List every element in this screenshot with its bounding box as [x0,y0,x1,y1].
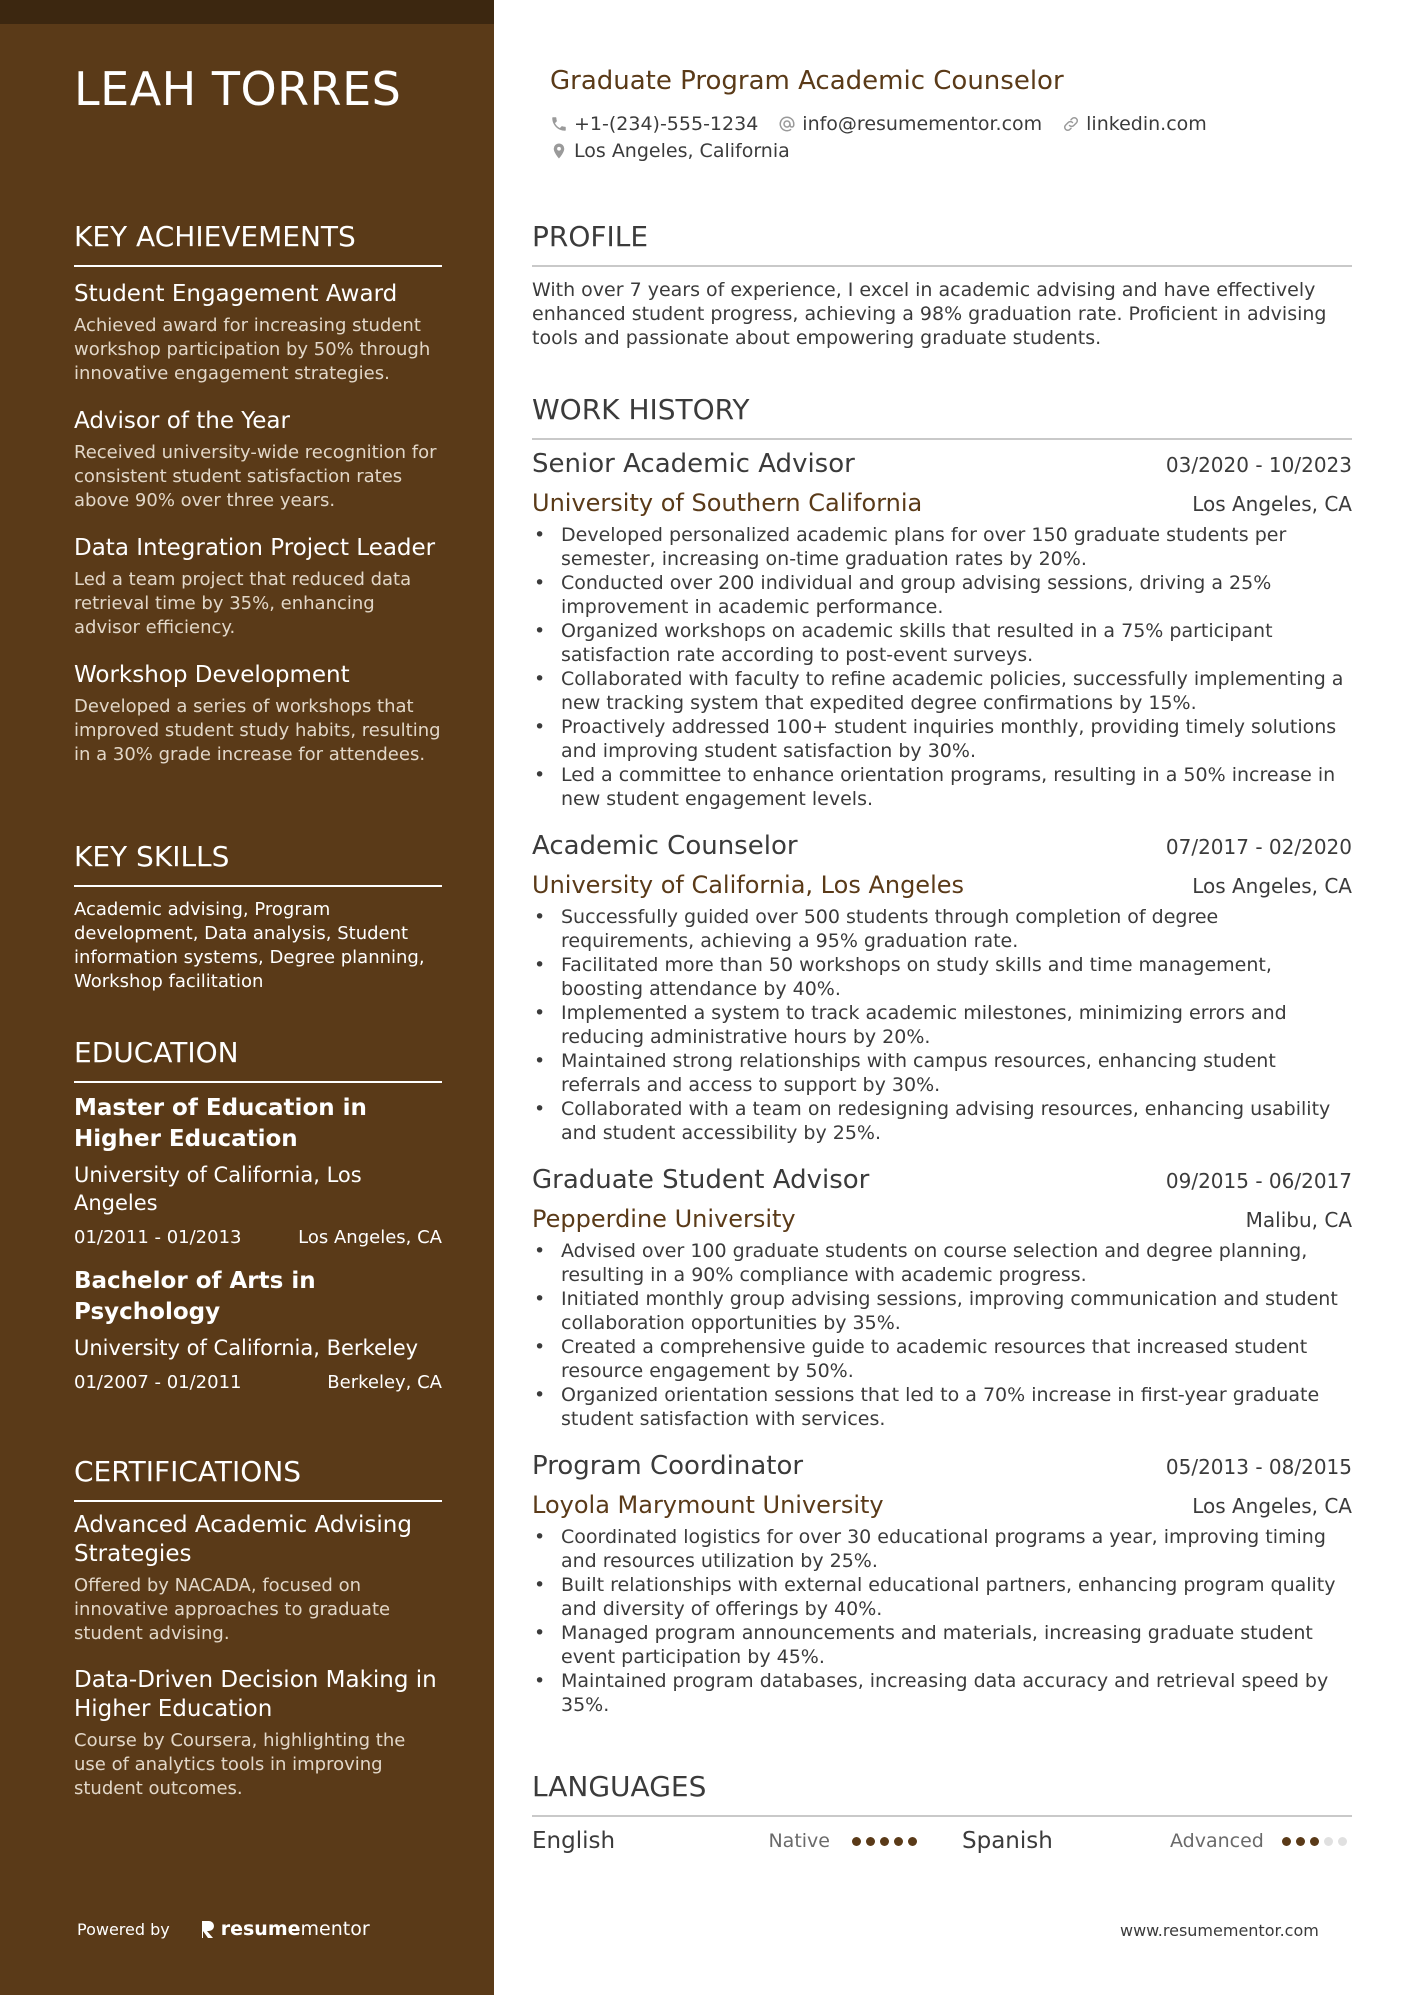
job-company: University of Southern California [532,489,923,517]
job-location: Los Angeles, CA [1192,874,1352,898]
job-entry [532,1165,1352,1431]
job-dates: 05/2013 - 08/2015 [1165,1455,1352,1479]
achievement-title: Advisor of the Year [74,408,290,434]
job-bullet: • Built relationships with external educational partners, enhancing program quality and diversity of offerings by 40%. [532,1573,1352,1621]
achievement-desc: Developed a series of workshops that improved student study habits, resulting in a 30% grade increase for attendees. [74,696,441,765]
contact-email[interactable] [778,113,1042,135]
sidebar [0,0,494,1995]
contact-phone[interactable] [550,113,758,135]
achievements-list [74,279,442,787]
certification-title: Data-Driven Decision Making in Higher Education [74,1667,437,1722]
resumementor-logo[interactable] [200,1918,370,1940]
job-company: University of California, Los Angeles [532,871,965,899]
job-entry [532,449,1352,811]
brand-name-light: mentor [300,1918,370,1940]
job-role: Program Coordinator [532,1451,804,1481]
job-bullets [532,1239,1352,1431]
job-bullets [532,523,1352,811]
job-bullet: • Developed personalized academic plans for over 150 graduate students per semester, increasing on-time graduation rates by 20%. [532,523,1352,571]
certification-item [74,1511,442,1646]
job-bullets [532,1525,1352,1717]
job-dates: 09/2015 - 06/2017 [1165,1169,1352,1193]
language-level: Advanced [1170,1830,1264,1852]
rating-dot-empty [1324,1837,1333,1846]
languages-heading: LANGUAGES [532,1770,1352,1817]
education-location: Los Angeles, CA [298,1227,442,1248]
language-name: Spanish [962,1828,1053,1854]
achievements-heading: KEY ACHIEVEMENTS [74,220,442,267]
education-dates: 01/2011 - 01/2013 [74,1227,242,1248]
achievement-desc: Led a team project that reduced data retrieval time by 35%, enhancing advisor efficiency. [74,569,412,638]
skills-text: Academic advising, Program development, Data analysis, Student information systems, Degree planning, Workshop facilitation [74,899,425,992]
email-text: info@resumementor.com [802,113,1043,135]
achievement-item [74,279,442,386]
footer-url[interactable]: www.resumementor.com [1120,1921,1319,1940]
language-rating [852,1837,922,1846]
job-bullet: • Advised over 100 graduate students on course selection and degree planning, resulting in a 90% compliance with academic progress. [532,1239,1352,1287]
education-location: Berkeley, CA [327,1372,442,1393]
rating-dot-filled [866,1837,875,1846]
phone-text: +1-(234)-555-1234 [574,113,759,135]
achievement-item [74,406,442,513]
job-company: Loyola Marymount University [532,1491,884,1519]
skills-heading: KEY SKILLS [74,840,442,887]
job-company: Pepperdine University [532,1205,796,1233]
job-bullet: • Implemented a system to track academic milestones, minimizing errors and reducing administrative hours by 20%. [532,1001,1352,1049]
education-list [74,1093,442,1411]
language-item [532,1828,922,1854]
job-bullet: • Collaborated with faculty to refine academic policies, successfully implementing a new tracking system that expedited degree confirmations by 15%. [532,667,1352,715]
languages-row [532,1828,1352,1854]
education-meta [74,1227,442,1248]
certification-desc: Course by Coursera, highlighting the use of analytics tools in improving student outcomes. [74,1730,406,1799]
job-bullet: • Created a comprehensive guide to academic resources that increased student resource engagement by 50%. [532,1335,1352,1383]
job-entry [532,1451,1352,1717]
achievement-title: Workshop Development [74,662,350,688]
education-item [74,1093,442,1248]
rating-dot-filled [908,1837,917,1846]
candidate-name: LEAH TORRES [74,62,402,116]
achievement-item [74,660,442,767]
brand-name-bold: resume [220,1918,301,1940]
job-entry [532,831,1352,1145]
contact-row-2 [550,140,810,162]
linkedin-text: linkedin.com [1086,113,1207,135]
education-meta [74,1372,442,1393]
certifications-list [74,1511,442,1821]
powered-by [77,1918,370,1940]
rating-dot-empty [1338,1837,1347,1846]
rating-dot-filled [1282,1837,1291,1846]
job-location: Los Angeles, CA [1192,1494,1352,1518]
work-heading: WORK HISTORY [532,393,1352,440]
profile-heading: PROFILE [532,220,1352,267]
job-bullet: • Managed program announcements and materials, increasing graduate student event participation by 45%. [532,1621,1352,1669]
link-icon [1062,115,1080,133]
certification-item [74,1666,442,1801]
achievement-desc: Received university-wide recognition for consistent student satisfaction rates above 90% over three years. [74,442,437,511]
achievement-desc: Achieved award for increasing student workshop participation by 50% through innovative engagement strategies. [74,315,431,384]
job-bullet: • Led a committee to enhance orientation programs, resulting in a 50% increase in new student engagement levels. [532,763,1352,811]
certifications-heading: CERTIFICATIONS [74,1455,442,1502]
job-title: Graduate Program Academic Counselor [550,66,1064,96]
job-location: Los Angeles, CA [1192,492,1352,516]
job-role: Academic Counselor [532,831,798,861]
rating-dot-filled [880,1837,889,1846]
job-bullet: • Collaborated with a team on redesigning advising resources, enhancing usability and student accessibility by 25%. [532,1097,1352,1145]
resumementor-mark-icon [200,1919,216,1939]
education-degree: Bachelor of Arts in Psychology [74,1268,316,1325]
achievement-item [74,533,442,640]
rating-dot-filled [894,1837,903,1846]
contact-row [550,113,1227,135]
education-degree: Master of Education in Higher Education [74,1095,367,1152]
language-level: Native [768,1830,830,1852]
rating-dot-filled [1310,1837,1319,1846]
contact-location [550,140,790,162]
job-dates: 07/2017 - 02/2020 [1165,835,1352,859]
at-sign-icon [778,115,796,133]
education-heading: EDUCATION [74,1036,442,1083]
phone-icon [550,115,568,133]
job-bullet: • Initiated monthly group advising sessions, improving communication and student collaboration opportunities by 35%. [532,1287,1352,1335]
job-bullet: • Conducted over 200 individual and group advising sessions, driving a 25% improvement in academic performance. [532,571,1352,619]
location-text: Los Angeles, California [574,140,790,162]
job-bullet: • Successfully guided over 500 students through completion of degree requirements, achieving a 95% graduation rate. [532,905,1352,953]
work-list [532,449,1352,1737]
job-bullet: • Organized orientation sessions that led to a 70% increase in first-year graduate student satisfaction with services. [532,1383,1352,1431]
job-bullet: • Coordinated logistics for over 30 educational programs a year, improving timing and resources utilization by 25%. [532,1525,1352,1573]
job-bullet: • Facilitated more than 50 workshops on study skills and time management, boosting attendance by 40%. [532,953,1352,1001]
achievement-title: Data Integration Project Leader [74,535,436,561]
education-school: University of California, Los Angeles [74,1163,362,1215]
job-bullet: • Maintained strong relationships with campus resources, enhancing student referrals and access to support by 30%. [532,1049,1352,1097]
job-bullet: • Organized workshops on academic skills that resulted in a 75% participant satisfaction rate according to post-event surveys. [532,619,1352,667]
education-school: University of California, Berkeley [74,1336,419,1360]
job-bullet: • Proactively addressed 100+ student inquiries monthly, providing timely solutions and improving student satisfaction by 30%. [532,715,1352,763]
job-role: Senior Academic Advisor [532,449,855,479]
education-item [74,1266,442,1393]
contact-linkedin[interactable] [1062,113,1207,135]
certification-desc: Offered by NACADA, focused on innovative approaches to graduate student advising. [74,1575,391,1644]
language-rating [1282,1837,1352,1846]
language-item [962,1828,1352,1854]
achievement-title: Student Engagement Award [74,281,398,307]
job-role: Graduate Student Advisor [532,1165,870,1195]
rating-dot-filled [852,1837,861,1846]
job-bullets [532,905,1352,1145]
job-bullet: • Maintained program databases, increasing data accuracy and retrieval speed by 35%. [532,1669,1352,1717]
education-dates: 01/2007 - 01/2011 [74,1372,242,1393]
profile-text: With over 7 years of experience, I excel in academic advising and have effectively enhanced student progress, achieving a 98% graduation rate. Proficient in advising tools and passionate about empowering graduate students. [532,279,1327,349]
rating-dot-filled [1296,1837,1305,1846]
location-pin-icon [550,141,568,161]
powered-by-label: Powered by [77,1919,170,1939]
certification-title: Advanced Academic Advising Strategies [74,1512,412,1567]
language-name: English [532,1828,616,1854]
job-dates: 03/2020 - 10/2023 [1165,453,1352,477]
sidebar-top-bar [0,0,494,24]
job-location: Malibu, CA [1245,1208,1352,1232]
